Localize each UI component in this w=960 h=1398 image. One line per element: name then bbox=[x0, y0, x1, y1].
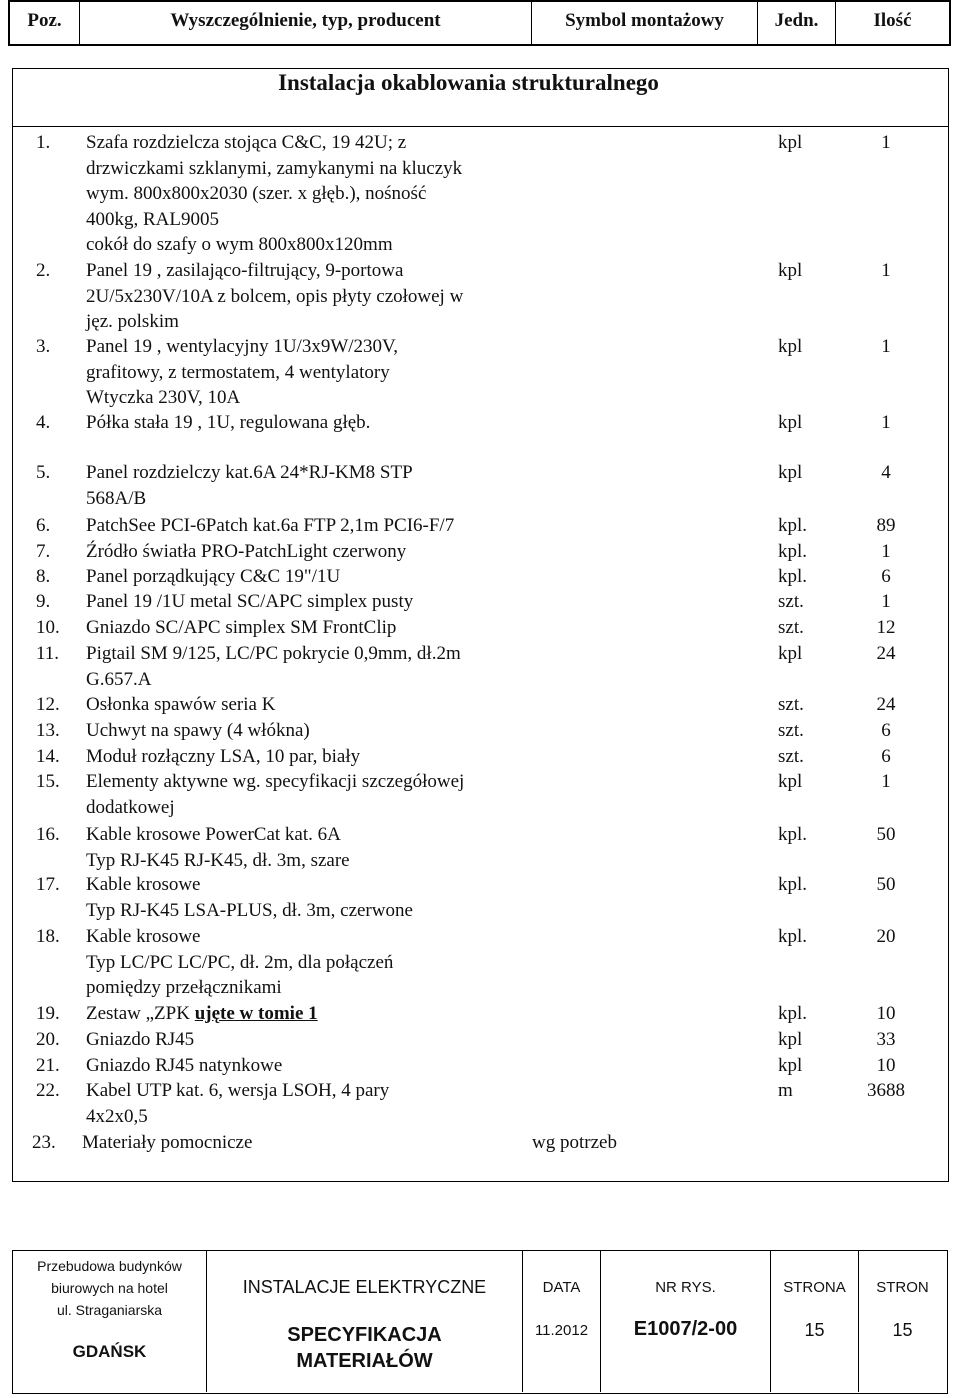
row-description bbox=[86, 615, 536, 641]
description-line bbox=[86, 692, 536, 718]
description-line bbox=[86, 589, 536, 615]
description-text: Materiały pomocnicze bbox=[82, 1132, 253, 1153]
row-description bbox=[86, 1001, 536, 1027]
description-text: Uchwyt na spawy (4 włókna) bbox=[86, 720, 310, 741]
row-quantity: 1 bbox=[881, 591, 891, 612]
row-number: 22. bbox=[36, 1080, 60, 1101]
row-number: 18. bbox=[36, 926, 60, 947]
row-description bbox=[86, 692, 536, 718]
description-text: 568A/B bbox=[86, 487, 147, 509]
description-line bbox=[86, 822, 536, 848]
row-quantity: 1 bbox=[881, 260, 891, 281]
description-text: Wtyczka 230V, 10A bbox=[86, 387, 241, 408]
description-text: G.657.A bbox=[86, 668, 152, 690]
row-quantity: 20 bbox=[876, 926, 896, 947]
row-unit: kpl. bbox=[778, 566, 808, 587]
project-line-1: Przebudowa budynków bbox=[37, 1258, 182, 1274]
description-line bbox=[86, 667, 536, 693]
description-text: pomiędzy przełącznikami bbox=[86, 977, 282, 998]
row-description bbox=[86, 744, 536, 770]
row-unit: kpl bbox=[778, 412, 803, 433]
description-text: Panel 19 /1U metal SC/APC simplex pusty bbox=[86, 591, 414, 612]
description-line bbox=[86, 924, 536, 950]
page-cell bbox=[771, 1251, 859, 1392]
row-number: 20. bbox=[36, 1029, 60, 1050]
row-quantity: 1 bbox=[881, 541, 891, 562]
volume-note: ujęte w tomie 1 bbox=[194, 1003, 318, 1024]
description-text: 4x2x0,5 bbox=[86, 1105, 148, 1127]
description-text: 400kg, RAL9005 bbox=[86, 208, 219, 230]
description-line bbox=[86, 284, 536, 310]
row-number: 16. bbox=[36, 824, 60, 845]
row-description bbox=[86, 769, 536, 820]
description-text: Moduł rozłączny LSA, 10 par, biały bbox=[86, 746, 361, 767]
row-unit: kpl. bbox=[778, 1003, 808, 1024]
project-line-2: biurowych na hotel bbox=[51, 1280, 168, 1296]
row-description bbox=[86, 589, 536, 615]
row-description bbox=[86, 513, 536, 539]
description-line bbox=[86, 975, 536, 1001]
header-symbol: Symbol montażowy bbox=[532, 2, 758, 44]
row-number: 10. bbox=[36, 617, 60, 638]
description-text: wym. 800x800x2030 (szer. x głęb.), nośność bbox=[86, 183, 427, 204]
description-line bbox=[86, 641, 536, 667]
description-line bbox=[86, 1001, 536, 1027]
description-text: grafitowy, z termostatem, 4 wentylatory bbox=[86, 361, 390, 383]
row-unit: szt. bbox=[778, 746, 804, 767]
row-unit: szt. bbox=[778, 694, 804, 715]
row-number: 19. bbox=[36, 1003, 60, 1024]
row-symbol: wg potrzeb bbox=[532, 1132, 617, 1153]
row-quantity: 12 bbox=[876, 617, 896, 638]
row-description bbox=[86, 258, 536, 335]
description-line bbox=[86, 360, 536, 386]
description-line bbox=[86, 744, 536, 770]
description-text: Panel porządkujący C&C 19"/1U bbox=[86, 566, 341, 587]
row-description bbox=[86, 718, 536, 744]
row-description bbox=[86, 460, 536, 511]
row-number: 23. bbox=[32, 1132, 56, 1153]
description-line bbox=[86, 181, 536, 207]
row-number: 2. bbox=[36, 260, 51, 281]
project-cell bbox=[13, 1251, 207, 1392]
description-text: Półka stała 19 , 1U, regulowana głęb. bbox=[86, 412, 371, 433]
row-number: 21. bbox=[36, 1055, 60, 1076]
row-unit: kpl bbox=[778, 771, 803, 792]
description-line bbox=[86, 232, 536, 258]
row-number: 12. bbox=[36, 694, 60, 715]
description-line bbox=[86, 258, 536, 284]
description-text: Kable krosowe bbox=[86, 874, 201, 895]
row-number: 7. bbox=[36, 541, 51, 562]
row-unit: kpl bbox=[778, 336, 803, 357]
description-text: Gniazdo RJ45 bbox=[86, 1029, 195, 1050]
date-label: DATA bbox=[542, 1279, 581, 1296]
drawing-number: E1007/2-00 bbox=[633, 1318, 738, 1340]
page-label: STRONA bbox=[783, 1279, 846, 1296]
description-text: Kabel UTP kat. 6, wersja LSOH, 4 pary bbox=[86, 1080, 390, 1101]
row-unit: kpl bbox=[778, 1029, 803, 1050]
description-text: Kable krosowe PowerCat kat. 6A bbox=[86, 824, 341, 845]
row-quantity: 33 bbox=[876, 1029, 896, 1050]
description-text: Elementy aktywne wg. specyfikacji szczegółowej bbox=[86, 771, 465, 792]
description-text: cokół do szafy o wym 800x800x120mm bbox=[86, 234, 393, 255]
row-description bbox=[86, 1078, 536, 1129]
row-number: 17. bbox=[36, 874, 60, 895]
row-unit: kpl bbox=[778, 462, 803, 483]
description-line bbox=[86, 334, 536, 360]
description-text: Typ RJ-K45 RJ-K45, dł. 3m, szare bbox=[86, 849, 350, 871]
pages-label: STRON bbox=[876, 1279, 929, 1296]
row-unit: kpl. bbox=[778, 926, 808, 947]
description-line bbox=[86, 769, 536, 795]
row-unit: kpl. bbox=[778, 824, 808, 845]
description-text: Osłonka spawów seria K bbox=[86, 694, 276, 715]
description-text: drzwiczkami szklanymi, zamykanymi na kluczyk bbox=[86, 157, 463, 179]
row-unit: kpl bbox=[778, 643, 803, 664]
description-text: Zestaw „ZPK bbox=[86, 1003, 190, 1024]
row-quantity: 24 bbox=[876, 694, 896, 715]
description-text: Szafa rozdzielcza stojąca C&C, 19 42U; z bbox=[86, 132, 407, 153]
description-text: PatchSee PCI-6Patch kat.6a FTP 2,1m PCI6-F/7 bbox=[86, 515, 455, 536]
row-description bbox=[86, 334, 536, 411]
row-unit: kpl. bbox=[778, 874, 808, 895]
row-description bbox=[82, 1130, 532, 1156]
description-line bbox=[86, 539, 536, 565]
row-description bbox=[86, 564, 536, 590]
row-number: 4. bbox=[36, 412, 51, 433]
row-quantity: 6 bbox=[881, 746, 891, 767]
row-description bbox=[86, 410, 536, 436]
row-quantity: 50 bbox=[876, 874, 896, 895]
row-number: 14. bbox=[36, 746, 60, 767]
row-description bbox=[86, 924, 536, 1001]
description-text: dodatkowej bbox=[86, 796, 175, 818]
row-quantity: 4 bbox=[881, 462, 891, 483]
row-quantity: 24 bbox=[876, 643, 896, 664]
row-number: 15. bbox=[36, 771, 60, 792]
description-text: Kable krosowe bbox=[86, 926, 201, 947]
header-unit: Jedn. bbox=[758, 2, 836, 44]
row-description bbox=[86, 822, 536, 873]
project-line-3: ul. Straganiarska bbox=[56, 1302, 163, 1318]
row-number: 6. bbox=[36, 515, 51, 536]
row-quantity: 1 bbox=[881, 771, 891, 792]
description-line bbox=[86, 950, 536, 976]
pages-count: 15 bbox=[892, 1320, 913, 1340]
row-quantity: 10 bbox=[876, 1003, 896, 1024]
section-title: Instalacja okablowania strukturalnego bbox=[278, 70, 659, 95]
pages-cell bbox=[859, 1251, 946, 1392]
row-number: 13. bbox=[36, 720, 60, 741]
title-divider bbox=[12, 126, 949, 127]
row-quantity: 3688 bbox=[867, 1080, 905, 1101]
description-line bbox=[82, 1130, 532, 1156]
description-text: Pigtail SM 9/125, LC/PC pokrycie 0,9mm, dł.2m bbox=[86, 643, 461, 664]
description-text: Panel rozdzielczy kat.6A 24*RJ-KM8 STP bbox=[86, 462, 413, 483]
description-line bbox=[86, 872, 536, 898]
spec-line-1: SPECYFIKACJA bbox=[287, 1324, 442, 1346]
description-line bbox=[86, 1027, 536, 1053]
description-line bbox=[86, 410, 536, 436]
description-text: jęz. polskim bbox=[86, 311, 179, 332]
description-line bbox=[86, 486, 536, 512]
row-unit: kpl. bbox=[778, 515, 808, 536]
row-unit: kpl. bbox=[778, 541, 808, 562]
drawing-cell bbox=[601, 1251, 771, 1392]
row-unit: szt. bbox=[778, 617, 804, 638]
description-line bbox=[86, 795, 536, 821]
description-text: Typ LC/PC LC/PC, dł. 2m, dla połączeń bbox=[86, 951, 394, 973]
row-unit: m bbox=[778, 1080, 793, 1101]
drawing-label: NR RYS. bbox=[655, 1279, 716, 1296]
row-unit: szt. bbox=[778, 720, 804, 741]
description-line bbox=[86, 513, 536, 539]
header-poz: Poz. bbox=[10, 2, 80, 44]
row-unit: kpl bbox=[778, 1055, 803, 1076]
description-line bbox=[86, 207, 536, 233]
row-number: 9. bbox=[36, 591, 51, 612]
row-unit: kpl bbox=[778, 132, 803, 153]
row-number: 11. bbox=[36, 643, 60, 664]
row-number: 5. bbox=[36, 462, 51, 483]
description-line bbox=[86, 848, 536, 874]
description-line bbox=[86, 1104, 536, 1130]
header-quantity: Ilość bbox=[873, 10, 912, 31]
description-text: Panel 19 , zasilająco-filtrujący, 9-portowa bbox=[86, 260, 404, 281]
date-cell bbox=[523, 1251, 601, 1392]
row-description bbox=[86, 641, 536, 692]
description-line bbox=[86, 130, 536, 156]
description-line bbox=[86, 718, 536, 744]
header-description: Wyszczególnienie, typ, producent bbox=[80, 2, 532, 44]
date-value: 11.2012 bbox=[534, 1322, 589, 1339]
row-description bbox=[86, 872, 536, 923]
row-quantity: 10 bbox=[876, 1055, 896, 1076]
row-unit: kpl bbox=[778, 260, 803, 281]
row-description bbox=[86, 1053, 536, 1079]
row-unit: szt. bbox=[778, 591, 804, 612]
row-quantity: 6 bbox=[881, 720, 891, 741]
description-text: Panel 19 , wentylacyjny 1U/3x9W/230V, bbox=[86, 336, 399, 357]
row-quantity: 1 bbox=[881, 132, 891, 153]
row-quantity: 6 bbox=[881, 566, 891, 587]
row-number: 8. bbox=[36, 566, 51, 587]
description-text: Gniazdo SC/APC simplex SM FrontClip bbox=[86, 617, 397, 638]
description-text: Gniazdo RJ45 natynkowe bbox=[86, 1055, 283, 1076]
project-city: GDAŃSK bbox=[72, 1342, 147, 1361]
description-text: Typ RJ-K45 LSA-PLUS, dł. 3m, czerwone bbox=[86, 899, 413, 921]
row-quantity: 50 bbox=[876, 824, 896, 845]
title-block bbox=[12, 1250, 948, 1394]
description-line bbox=[86, 1078, 536, 1104]
row-quantity: 1 bbox=[881, 412, 891, 433]
description-line bbox=[86, 898, 536, 924]
row-quantity: 89 bbox=[876, 515, 896, 536]
row-description bbox=[86, 539, 536, 565]
description-line bbox=[86, 564, 536, 590]
row-description bbox=[86, 130, 536, 258]
description-line bbox=[86, 385, 536, 411]
description-line bbox=[86, 309, 536, 335]
row-description bbox=[86, 1027, 536, 1053]
description-text: Źródło światła PRO-PatchLight czerwony bbox=[86, 541, 407, 562]
installation-cell bbox=[207, 1251, 523, 1392]
description-line bbox=[86, 460, 536, 486]
description-line bbox=[86, 1053, 536, 1079]
table-header bbox=[8, 0, 951, 46]
row-number: 3. bbox=[36, 336, 51, 357]
description-line bbox=[86, 156, 536, 182]
spec-line-2: MATERIAŁÓW bbox=[296, 1350, 433, 1372]
row-quantity: 1 bbox=[881, 336, 891, 357]
description-text: 2U/5x230V/10A z bolcem, opis płyty czołowej w bbox=[86, 285, 464, 307]
page-number: 15 bbox=[804, 1320, 825, 1340]
row-number: 1. bbox=[36, 132, 51, 153]
installation-type: INSTALACJE ELEKTRYCZNE bbox=[242, 1277, 487, 1297]
description-line bbox=[86, 615, 536, 641]
